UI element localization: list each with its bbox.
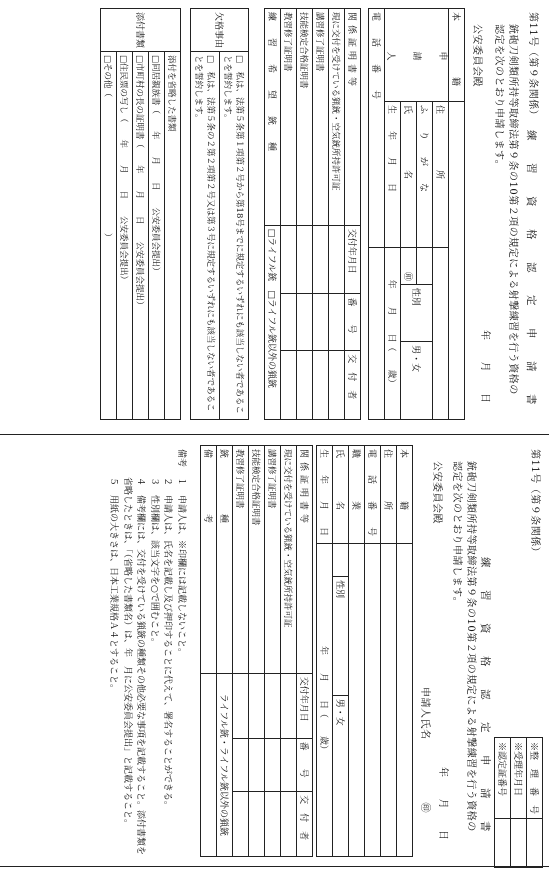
attach-row[interactable]: □その他（ ） [101,52,117,420]
intro-line-2: 認定を次のとおり申請します。 [451,461,462,608]
gun-options[interactable] [265,225,281,419]
shokugyo-label: 職 業 [349,446,365,544]
col-date-header: 交付年月日 [345,225,361,294]
rel-row-label: 講習修了証明書 [313,9,329,226]
honseki-label: 本 籍 [397,446,413,544]
remarks-label: 備 考 [201,446,217,674]
table-row [249,446,265,857]
reception-label: ※受理年月日 [511,738,527,819]
reception-field[interactable] [495,819,511,868]
birth-label: 生 年 月 日 [317,446,333,544]
applicant-label: 申 請 人 [385,9,449,102]
intro-line-1: 銃砲刀剣類所持等取締法第９条の10第２項の規定による射撃練習を行う資格の [507,24,518,395]
addressee: 公安委員会殿 [471,24,482,87]
sex-label: 性別 [333,577,349,696]
disq-statement-2[interactable]: □ 私は、法第５条の２第２項第２号又は第３号に規定するいずれにも該当しない者であることを誓約します。 [191,52,220,420]
attach-label: 添付書類 [101,9,181,52]
gun-option-other[interactable]: □ライフル銃以外の猟銃 [266,290,276,388]
cell[interactable] [265,673,281,738]
table-row [297,9,313,420]
cell[interactable] [281,792,297,857]
form-number: 第11号（第９条関係） [529,449,540,558]
juusho-field[interactable] [433,248,449,420]
attach-row[interactable]: □同居親族書（ 年 月 日 公安委員会提出） [149,52,165,420]
seal-mark: ㊞ [419,802,430,813]
form-page-bottom [0,437,549,869]
birth-field[interactable]: 年 月 日（ 歳） [385,248,401,420]
rel-row-label: 現に交付を受けている猟銃・空気銃所持許可証 [329,9,345,226]
desired-gun-label: 練 習 希 望 銃 種 [265,9,281,226]
juusho-field[interactable] [381,544,397,857]
cell[interactable] [297,225,313,294]
col-issuer-header: 交 付 者 [345,351,361,420]
shimei-field[interactable] [401,248,417,285]
rel-row-label: 講習修了証明書 [265,446,281,674]
disq-label: 欠格事由 [191,9,249,52]
date-field: 年 月 日 [437,767,448,841]
seal-mark: ㊞ [402,271,412,281]
gun-type-value[interactable]: ライフル銃・ライフル銃以外の猟銃 [217,673,233,856]
shimei-field[interactable] [333,544,349,577]
attach-row[interactable]: □市町村の長の証明書（ 年 月 日 公安委員会提出） [133,52,149,420]
cell[interactable] [297,294,313,351]
form-title: 練 習 資 格 認 定 申 請 書 [525,130,537,411]
cell[interactable] [265,738,281,792]
date-field: 年 月 日 [479,330,490,404]
honseki-label: 本 籍 [449,9,465,102]
reception-label: ※認定証番号 [495,738,511,819]
shokugyo-field[interactable] [349,544,365,857]
cell[interactable] [249,738,265,792]
table-row [265,446,281,857]
note-item: １ 申請人は、※印欄には記載しないこと。 [176,477,186,658]
shimei-label: 氏 名 [333,446,349,544]
notes-head: 備考 [176,449,186,468]
honseki-field[interactable] [397,544,413,857]
phone-label: 電 話 番 号 [365,446,381,544]
gun-option-rifle[interactable]: □ライフル銃 [266,228,276,282]
rel-row-label: 現に交付を受けている猟銃・空気銃所持許可証 [281,446,297,674]
rel-row-label: 教習修了証明書 [233,446,249,674]
juusho-label: 住 所 [381,446,397,544]
shimei-label: 氏 名 [401,102,417,248]
phone-field[interactable] [365,544,381,857]
addressee: 公安委員会殿 [431,461,442,524]
reception-field[interactable] [511,819,527,868]
cell[interactable] [313,351,329,420]
cell[interactable] [233,738,249,792]
table-row [281,446,297,857]
phone-field[interactable] [369,248,385,420]
furigana-label: ふ り が な [417,102,433,248]
rel-row-label: 技能検定合格証明書 [249,446,265,674]
relation-cert-table [200,445,313,857]
rel-row-label: 教習修了証明書 [281,9,297,226]
note-item: ２ 申請人は、氏名を記載し及び押印することに代えて、署名することができる。 [162,477,173,810]
table-row [233,446,249,857]
intro-line-1: 銃砲刀剣類所持等取締法第９条の10第２項の規定による射撃練習を行う資格の [465,461,476,832]
col-date-header: 交付年月日 [297,673,313,738]
cell[interactable] [233,792,249,857]
cell[interactable] [329,351,345,420]
sex-values[interactable]: 男・女 [333,695,349,856]
sex-label: 性別 [401,284,433,341]
notes-list [106,477,187,857]
birth-label: 生 年 月 日 [385,102,401,248]
disqualification-table [190,8,249,420]
table-row [329,9,345,420]
applicant-table [316,445,413,857]
note-item: ３ 性別欄は、該当文字を○で囲むこと。 [149,477,159,647]
juusho-label: 住 所 [433,102,449,248]
table-row [117,9,133,420]
form-page-top [0,0,549,432]
form-number: 第11号（第９条関係） [527,12,538,121]
rel-cert-label: 関係証明書等 [297,446,313,674]
sex-values[interactable]: 男・女 [401,342,433,420]
form-page-top-rotated [0,0,549,432]
reception-label: ※整 理 番 号 [527,738,543,819]
applicant-name-label [418,687,432,813]
col-issuer-header: 交 付 者 [297,792,313,857]
col-no-header: 番 号 [345,294,361,351]
cell[interactable] [281,738,297,792]
form-page-bottom-rotated [0,437,549,869]
note-item: ５ 用紙の大きさは、日本工業規格Ａ４とすること。 [108,477,119,694]
attachments-table [100,8,181,420]
gun-type-label: 銃 種 [217,446,233,674]
applicant-name-text: 申請人氏名 [419,687,430,740]
cell[interactable] [329,294,345,351]
applicant-table [368,8,465,420]
attach-head: 添付を省略した書類 [165,52,181,420]
reception-box [494,737,543,868]
remarks-field[interactable] [201,673,217,856]
col-no-header: 番 号 [297,738,313,792]
rel-row-label: 技能検定合格証明書 [297,9,313,226]
cell[interactable] [313,225,329,294]
page-divider [0,434,549,435]
cell[interactable] [281,673,297,738]
relation-cert-table [264,8,361,420]
page-bottom-rule [0,866,549,867]
cell[interactable] [281,225,297,294]
reception-field[interactable] [527,819,543,868]
cell[interactable] [249,673,265,738]
cell[interactable] [297,351,313,420]
table-row [133,9,149,420]
table-row [149,9,165,420]
intro-line-2: 認定を次のとおり申請します。 [493,24,504,171]
phone-label: 電 話 番 号 [369,9,385,248]
table-row [101,9,117,420]
cell[interactable] [313,294,329,351]
form-title: 練 習 資 格 認 定 申 請 書 [479,557,491,838]
disq-statement-1[interactable]: □ 私は、法第５条第１項第２号から第18号までに規定するいずれにも該当しない者であることを誓約します。 [220,52,249,420]
table-row [313,9,329,420]
table-row [281,9,297,420]
cell[interactable] [329,225,345,294]
cell[interactable] [281,351,297,420]
furigana-field[interactable] [417,248,433,285]
honseki-field[interactable] [449,102,465,420]
cell[interactable] [265,792,281,857]
birth-field[interactable]: 年 月 日（ 歳） [317,544,333,857]
cell[interactable] [281,294,297,351]
cell[interactable] [249,792,265,857]
rel-cert-label: 関係証明書等 [345,9,361,226]
attach-row[interactable]: □住民票の写し（ 年 月 日 公安委員会提出） [117,52,133,420]
cell[interactable] [233,673,249,738]
note-item: ４ 備考欄には、交付を受けている猟銃の種類その他必要な事項を記載すること。添付書類を省略したときは、「（省略した書類名）は、年 月に公安委員会提出」と記載すること。 [122,477,146,856]
